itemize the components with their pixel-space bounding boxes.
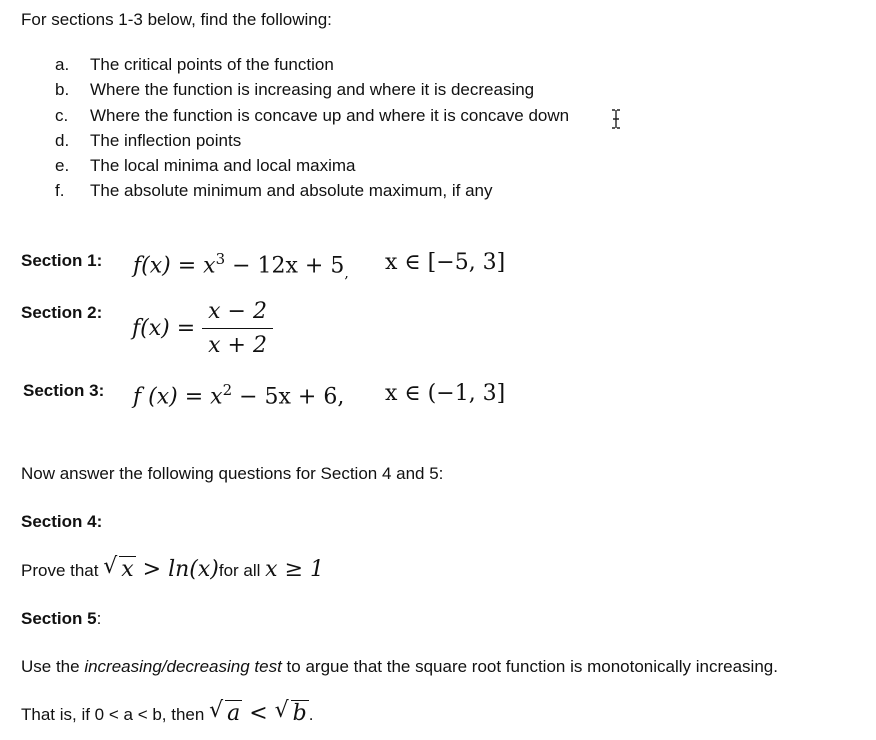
section5-text-before: Use the [21, 657, 85, 676]
list-item-text: The local minima and local maxima [90, 156, 356, 175]
section5-text-italic: increasing/decreasing test [84, 657, 282, 676]
list-item [55, 55, 334, 75]
section5-radicand-a: a [227, 701, 241, 726]
list-item-label: f. [55, 181, 65, 200]
section1-rest: − 12x + 5 [225, 253, 345, 279]
section4-condition: x ≥ 1 [265, 557, 324, 582]
section1-comma: , [344, 265, 349, 282]
section4-prefix: Prove that [21, 561, 99, 580]
section2-formula [132, 299, 273, 358]
section3-rest: − 5x + 6, [232, 384, 345, 410]
section5-period: . [308, 705, 314, 724]
list-item-text: The critical points of the function [90, 55, 334, 74]
list-item [55, 181, 493, 201]
section5-lt: < [242, 701, 275, 726]
section4-ineq: > ln(x) [135, 557, 219, 582]
section3-exponent: 2 [222, 381, 233, 399]
list-item [55, 106, 569, 126]
section2-fraction [202, 299, 273, 358]
section5-label: Section 5 [21, 609, 97, 628]
section3-label: Section 3: [23, 381, 105, 400]
section1-formula [133, 250, 349, 282]
list-item-label: d. [55, 131, 70, 150]
section2-label: Section 2: [21, 303, 103, 322]
list-item-label: b. [55, 80, 70, 99]
section1-domain: x ∈ [−5, 3] [385, 250, 506, 275]
section4-label: Section 4: [21, 512, 103, 531]
section3-lhs: f (x) = [133, 384, 211, 410]
section2-denominator: x + 2 [208, 333, 267, 358]
text-cursor-icon [609, 109, 623, 129]
sqrt-symbol: √ a [209, 698, 241, 726]
section4-statement [21, 556, 324, 582]
section1-lhs: f(x) = [133, 253, 204, 279]
section5-label-line [21, 609, 101, 629]
intro-text: For sections 1-3 below, find the following: [21, 10, 332, 29]
section3-formula [133, 381, 344, 409]
list-item [55, 80, 534, 100]
sqrt-symbol: √ b [274, 698, 307, 726]
section4-inequality [103, 554, 219, 582]
list-item [55, 131, 241, 151]
list-item [55, 156, 356, 176]
section5-text-after: to argue that the square root function is monotonically increasing. [281, 657, 778, 676]
list-item-text: Where the function is increasing and where it is decreasing [90, 80, 535, 99]
transition-text: Now answer the following questions for Section 4 and 5: [21, 464, 444, 483]
section5-label-colon: : [96, 609, 102, 628]
section4-radicand: x [121, 557, 134, 582]
section4-for-all: for all [218, 561, 261, 580]
list-item-label: e. [55, 156, 70, 175]
section1-term-x: x [203, 253, 216, 279]
list-item-label: c. [55, 106, 69, 125]
section5-instruction [21, 657, 778, 677]
list-item-text: The inflection points [90, 131, 242, 150]
section3-term-x: x [210, 384, 223, 410]
section1-label: Section 1: [21, 251, 103, 270]
list-item-label: a. [55, 55, 70, 74]
list-item-text: The absolute minimum and absolute maximum, if any [90, 181, 493, 200]
sqrt-symbol: √ x [103, 554, 134, 582]
list-item-text: Where the function is concave up and where it is concave down [90, 106, 570, 125]
section2-lhs: f(x) = [132, 316, 196, 341]
section5-inequality [209, 698, 309, 726]
section1-exponent: 3 [215, 250, 226, 268]
section5-radicand-b: b [292, 701, 307, 726]
section3-domain: x ∈ (−1, 3] [385, 381, 506, 406]
section2-numerator: x − 2 [202, 299, 273, 329]
section5-that-is-text: That is, if 0 < a < b, then [21, 705, 205, 724]
section5-that-is [21, 700, 313, 726]
